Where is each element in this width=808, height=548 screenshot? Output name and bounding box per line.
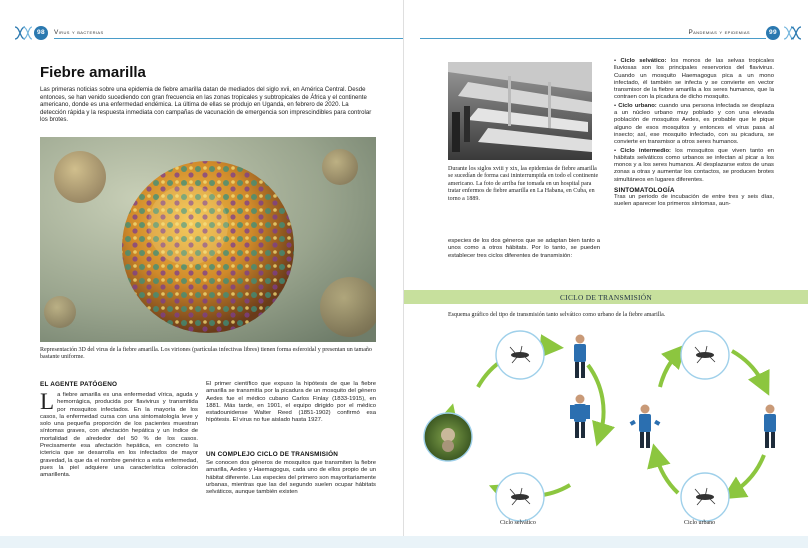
cycle-bullet-list xyxy=(614,58,774,209)
label-urban-cycle: Ciclo urbano xyxy=(684,520,716,526)
bullet-sylvatic: • Ciclo selvático: los monos de las selvas tropicales lluviosas son los principales reservorios del flavivirus. Cuando un mosquito Haemagogus pica a un mono infectado, él también se infecta y se convierte en vector transmisor de la fiebre amarilla a los seres humanos, que la contraen con la picadura de dicho mosquito. xyxy=(614,58,775,101)
symptoms-paragraph: Tras un periodo de incubación de entre tres y seis días, suelen aparecer los primeros síntomas, aun- xyxy=(614,194,774,208)
cycle-paragraph: Se conocen dos géneros de mosquitos que transmiten la fiebre amarilla, Aedes y Haemagogus, cada uno de ellos propio de un hábitat diferente. Las especies del primero son mayoritariamente urbanas, mientras que las del segundo suelen ocupar hábitats selváticos, aunque también existen xyxy=(206,460,376,496)
transmission-banner xyxy=(404,290,808,304)
finlay-paragraph: El primer científico que expuso la hipótesis de que la fiebre amarilla se transmitía por la picadura de un mosquito del género Aedes fue el médico cubano Carlos Finlay (1833-1915), en 1881. Más tarde, en 1901, el equipo dirigido por el médico estadounidense Walter Reed (1851-1902) confirmó esa hipótesis. El virus no fue aislado hasta 1927. xyxy=(206,381,376,424)
header-rule xyxy=(420,38,766,39)
page-number: 99 xyxy=(766,26,780,40)
page-bottom-band xyxy=(0,536,808,548)
bullet-intermediate: • Ciclo intermedio: los mosquitos que viven tanto en hábitats selváticos como urbanos se infectan al picar a los monos y a los seres humanos. Al desplazarse estos de unas zonas a otras y aumentar los contactos, se producen brotes simultáneos en lugares diferentes. xyxy=(614,147,774,183)
article-title: Fiebre amarilla xyxy=(40,64,146,81)
running-head: Pandemias y epidemias xyxy=(688,29,750,36)
label-sylvatic-cycle: Ciclo selvático xyxy=(500,520,536,526)
virus-3d-image xyxy=(40,137,376,342)
banner-title: CICLO DE TRANSMISIÓN xyxy=(559,293,653,302)
page-number: 98 xyxy=(34,26,48,40)
section-heading-cycle: UN COMPLEJO CICLO DE TRANSMISIÓN xyxy=(206,451,339,458)
article-intro: Las primeras noticias sobre una epidemia de fiebre amarilla datan de mediados del siglo xvii, en América Central. Desde entonces, se han venido sucediendo con gran frecuencia en las zonas tropicales y subtropicales de África y el continente americano, donde es una enfermedad endémica. La última de ellas se produjo en Uganda, en febrero de 2020. La detección rápida y la respuesta inmediata con campañas de vacunación de emergencia son imprescindibles para controlar los brotes. xyxy=(40,86,372,124)
agent-text: a fiebre amarilla es una enfermedad vírica, aguda y hemorrágica, producida por flavivirus y transmitida por mosquitos infectados. En la mayoría de los casos, la enfermedad cursa con una sintomatología leve y solo una pequeña proporción de los pacientes muestran síntomas graves, con afectación hepática y un índice de mortalidad de alrededor del 50 % de los casos. Precisamente esa afectación hepática, en concreto la ictericia que se desarrolla en los infectados de mayor gravedad, la que da el nombre genérico a esta enfermedad, pues la piel adquiere una característica coloración amarillenta. xyxy=(40,392,198,479)
person-icon xyxy=(574,335,586,379)
agent-paragraph xyxy=(40,389,198,480)
drop-cap: L xyxy=(40,389,55,414)
header-rule xyxy=(54,38,404,39)
person-icon xyxy=(630,405,661,449)
transmission-cycle-diagram xyxy=(420,325,800,525)
person-icon xyxy=(570,395,590,439)
virus-image-caption: Representación 3D del virus de la fiebre amarilla. Los viriones (partículas infectivas libres) tienen forma esferoidal y presentan un tamaño bastante uniforme. xyxy=(40,347,372,361)
bullet-urban: • Ciclo urbano: cuando una persona infectada se desplaza a un núcleo urbano muy poblado y con una elevada población de mosquitos Aedes, es probable que le pique alguno de esos mosquitos y entonces el virus pasa al insecto; así, ese mosquito infectado, con su picadura, se convierte en transmisor a otros seres humanos. xyxy=(614,102,774,146)
running-head: Virus y bacterias xyxy=(54,29,104,36)
continuation-paragraph: especies de los dos géneros que se adaptan bien tanto a unos como a otros hábitats. Por lo tanto, se pueden establecer tres ciclos diferentes de transmisión: xyxy=(448,238,600,259)
section-heading-agent: EL AGENTE PATÓGENO xyxy=(40,381,118,388)
dna-icon xyxy=(14,25,32,41)
left-page-header xyxy=(14,22,404,40)
diagram-subtitle: Esquema gráfico del tipo de transmisión tanto selvático como urbano de la fiebre amarilla. xyxy=(448,312,666,318)
urban-cycle xyxy=(630,331,776,521)
dna-icon xyxy=(784,25,802,41)
sylvatic-cycle xyxy=(424,331,604,521)
hospital-photo xyxy=(448,62,592,160)
person-icon xyxy=(764,405,776,449)
right-page-header xyxy=(404,22,808,40)
section-heading-symptoms: SINTOMATOLOGÍA xyxy=(614,187,675,195)
hospital-photo-caption: Durante los siglos xviii y xix, las epidemias de fiebre amarilla se sucedían de forma casi ininterrumpida en todo el continente americano. La foto de arriba fue tomada en un hospital para tratar enfermos de fiebre amarilla en La Habana, en Cuba, en torno a 1889. xyxy=(448,166,599,202)
